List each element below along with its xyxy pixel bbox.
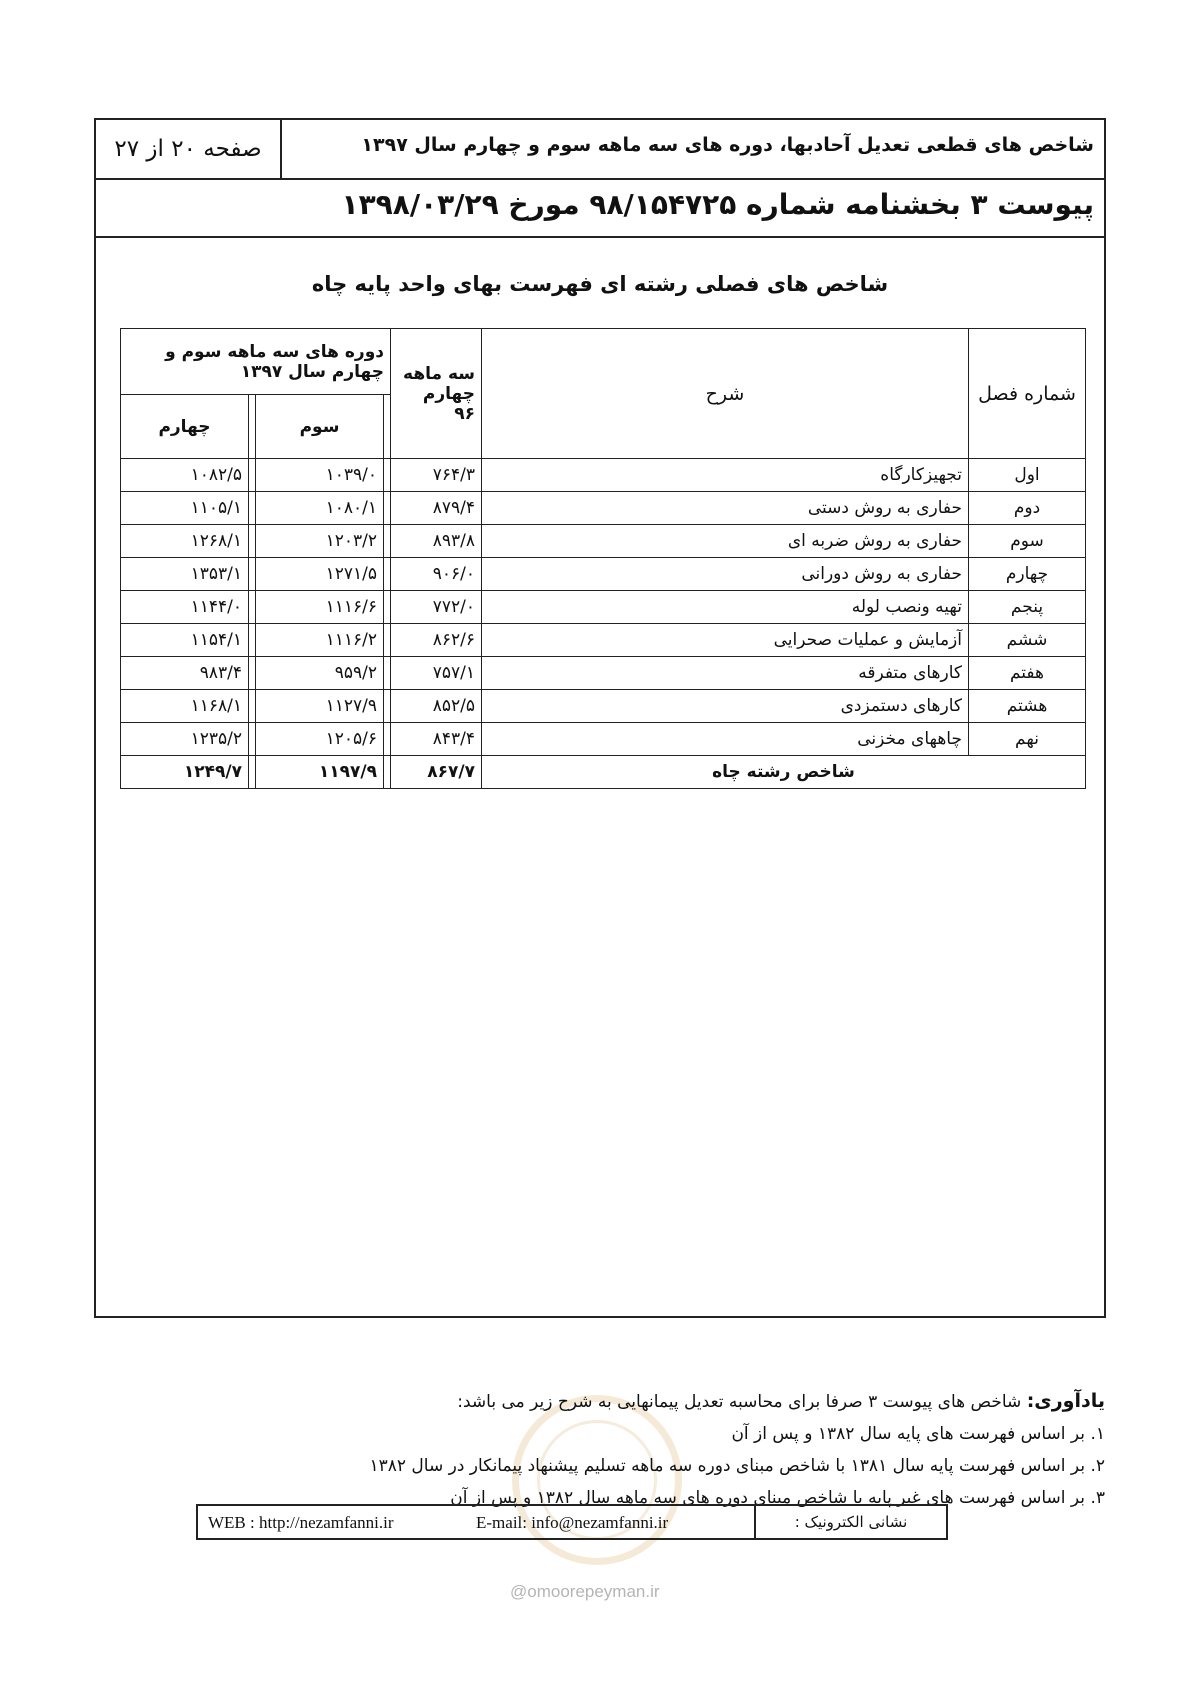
cell-q4-96: ۸۵۲/۵ [391, 690, 482, 723]
cell-q3: ۱۰۳۹/۰ [256, 459, 384, 492]
cell-q4-96: ۸۶۲/۶ [391, 624, 482, 657]
cell-q4-96: ۹۰۶/۰ [391, 558, 482, 591]
cell-q4-96: ۸۷۹/۴ [391, 492, 482, 525]
cell-q4: ۱۱۵۴/۱ [121, 624, 249, 657]
cell-q4-96: ۸۹۳/۸ [391, 525, 482, 558]
circular-reference: پیوست ۳ بخشنامه شماره ۹۸/۱۵۴۷۲۵ مورخ ۱۳۹۸/۰۳/۲۹ [341, 188, 1094, 221]
cell-description: کارهای دستمزدی [482, 690, 969, 723]
cell-description: چاههای مخزنی [482, 723, 969, 756]
cell-gap [249, 624, 256, 657]
cell-q3: ۱۲۷۱/۵ [256, 558, 384, 591]
total-row [121, 756, 1086, 789]
cell-chapter: اول [969, 459, 1086, 492]
cell-chapter: هشتم [969, 690, 1086, 723]
cell-chapter: دوم [969, 492, 1086, 525]
notes-intro: شاخص های پیوست ۳ صرفا برای محاسبه تعدیل پیمانهایی به شرح زیر می باشد: [457, 1392, 1022, 1412]
cell-gap [249, 657, 256, 690]
note-item: ۲. بر اساس فهرست پایه سال ۱۳۸۱ با شاخص مبنای دوره سه ماهه تسلیم پیشنهاد پیمانکار در سال ۱۳۸۲ [369, 1456, 1105, 1476]
cell-chapter: چهارم [969, 558, 1086, 591]
cell-q4: ۱۲۳۵/۲ [121, 723, 249, 756]
cell-q4: ۱۲۶۸/۱ [121, 525, 249, 558]
cell-q4: ۹۸۳/۴ [121, 657, 249, 690]
cell-q4: ۱۱۴۴/۰ [121, 591, 249, 624]
cell-q4: ۱۱۰۵/۱ [121, 492, 249, 525]
header-q4: چهارم [121, 395, 249, 459]
cell-gap [384, 657, 391, 690]
cell-gap [249, 756, 256, 789]
table-row [121, 558, 1086, 591]
cell-q3: ۱۱۲۷/۹ [256, 690, 384, 723]
cell-q4-96: ۷۵۷/۱ [391, 657, 482, 690]
header-group-1397: دوره های سه ماهه سوم و چهارم سال ۱۳۹۷ [121, 329, 391, 395]
total-q3: ۱۱۹۷/۹ [256, 756, 384, 789]
total-q4-96: ۸۶۷/۷ [391, 756, 482, 789]
cell-chapter: پنجم [969, 591, 1086, 624]
cell-description: تجهیزکارگاه [482, 459, 969, 492]
cell-q4: ۱۳۵۳/۱ [121, 558, 249, 591]
cell-chapter: ششم [969, 624, 1086, 657]
contact-label: نشانی الکترونیک : [754, 1506, 946, 1538]
cell-gap [249, 558, 256, 591]
cell-gap [249, 459, 256, 492]
cell-chapter: هفتم [969, 657, 1086, 690]
table-row [121, 690, 1086, 723]
cell-gap [384, 624, 391, 657]
cell-gap [384, 492, 391, 525]
note-item: ۱. بر اساس فهرست های پایه سال ۱۳۸۲ و پس از آن [731, 1424, 1105, 1444]
cell-gap [249, 690, 256, 723]
cell-chapter: سوم [969, 525, 1086, 558]
note-item: ۳. بر اساس فهرست های غیر پایه با شاخص مبنای دوره های سه ماهه سال ۱۳۸۲ و پس از آن [450, 1488, 1105, 1508]
cell-description: آزمایش و عملیات صحرایی [482, 624, 969, 657]
website-link[interactable]: WEB : http://nezamfanni.ir [208, 1513, 394, 1532]
cell-description: تهیه ونصب لوله [482, 591, 969, 624]
cell-gap [249, 591, 256, 624]
cell-gap [249, 492, 256, 525]
table-row [121, 624, 1086, 657]
cell-q3: ۱۲۰۳/۲ [256, 525, 384, 558]
cell-gap [249, 525, 256, 558]
cell-q4: ۱۱۶۸/۱ [121, 690, 249, 723]
cell-gap [384, 459, 391, 492]
subtitle-row [96, 180, 1104, 238]
page-frame [94, 118, 1106, 1318]
header-gap [249, 395, 256, 459]
cell-q4: ۱۰۸۲/۵ [121, 459, 249, 492]
cell-q3: ۱۱۱۶/۲ [256, 624, 384, 657]
table-row [121, 492, 1086, 525]
cell-gap [249, 723, 256, 756]
total-q4: ۱۲۴۹/۷ [121, 756, 249, 789]
header-chapter: شماره فصل [969, 329, 1086, 459]
table-row [121, 657, 1086, 690]
table-row [121, 591, 1086, 624]
cell-gap [384, 723, 391, 756]
notes-intro-line [370, 1385, 1106, 1418]
total-label: شاخص رشته چاه [482, 756, 1086, 789]
cell-gap [384, 756, 391, 789]
cell-q4-96: ۷۶۴/۳ [391, 459, 482, 492]
cell-gap [384, 558, 391, 591]
cell-gap [384, 591, 391, 624]
table-title: شاخص های فصلی رشته ای فهرست بهای واحد پایه چاه [311, 272, 889, 296]
cell-gap [384, 690, 391, 723]
cell-q4-96: ۸۴۳/۴ [391, 723, 482, 756]
cell-q3: ۱۲۰۵/۶ [256, 723, 384, 756]
contact-box [196, 1504, 948, 1540]
table-row [121, 459, 1086, 492]
cell-description: حفاری به روش ضربه ای [482, 525, 969, 558]
cell-chapter: نهم [969, 723, 1086, 756]
table-row [121, 723, 1086, 756]
header-row [96, 120, 1104, 180]
cell-gap [384, 525, 391, 558]
header-description: شرح [482, 329, 969, 459]
cell-description: حفاری به روش دستی [482, 492, 969, 525]
document-title: شاخص های قطعی تعدیل آحادبها، دوره های سه ماهه سوم و چهارم سال ۱۳۹۷ [361, 134, 1094, 156]
email-link[interactable]: E-mail: info@nezamfanni.ir [476, 1513, 669, 1532]
cell-q3: ۱۱۱۶/۶ [256, 591, 384, 624]
reminder-notes [370, 1385, 1106, 1514]
table-row [121, 525, 1086, 558]
cell-q4-96: ۷۷۲/۰ [391, 591, 482, 624]
watermark-text: @omoorepeyman.ir [510, 1582, 660, 1601]
page-number: صفحه ۲۰ از ۲۷ [96, 120, 282, 178]
cell-q3: ۱۰۸۰/۱ [256, 492, 384, 525]
notes-lead: یادآوری: [1026, 1390, 1105, 1412]
header-q4-96: سه ماهه چهارم ۹۶ [391, 329, 482, 459]
index-table [120, 328, 1086, 789]
cell-q3: ۹۵۹/۲ [256, 657, 384, 690]
header-gap [384, 395, 391, 459]
cell-description: کارهای متفرقه [482, 657, 969, 690]
header-q3: سوم [256, 395, 384, 459]
cell-description: حفاری به روش دورانی [482, 558, 969, 591]
